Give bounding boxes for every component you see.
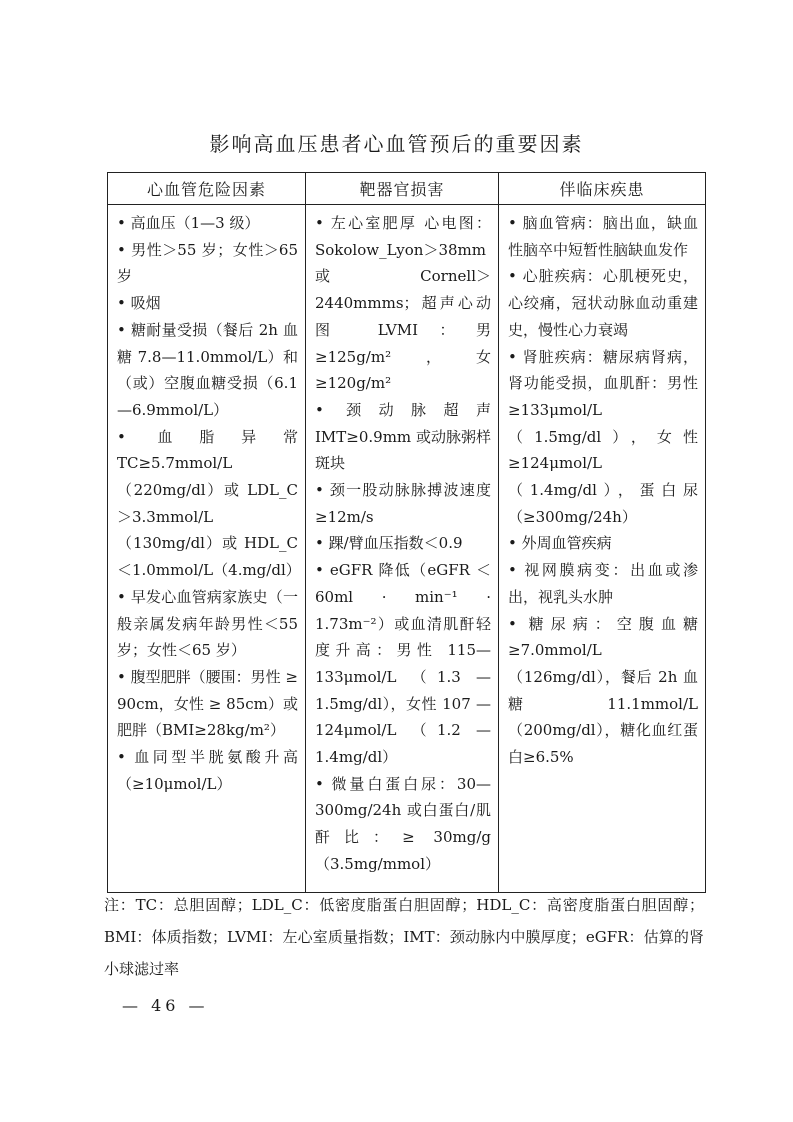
list-item: • 吸烟: [117, 294, 161, 313]
list-item: • 糖耐量受损（餐后 2h 血糖 7.8—11.0mmol/L）和（或）空腹血糖受损（6.1—6.9mmol/L）: [117, 320, 298, 419]
risk-factors-cell: [108, 205, 306, 893]
list-item: • eGFR 降低（eGFR ＜ 60ml · min⁻¹ · 1.73m⁻²）或血清肌酐轻度升高：男性 115—133μmol/L （1.3 — 1.5mg/dl），女性 107 — 124μmol/L （1.2 — 1.4mg/dl）: [315, 561, 491, 767]
header-risk-factors: 心血管危险因素: [108, 173, 306, 205]
list-item: • 颈一股动脉脉搏波速度≥12m/s: [315, 481, 491, 526]
page-number: — 46 —: [122, 996, 209, 1015]
list-item: • 踝/臂血压指数＜0.9: [315, 534, 463, 553]
list-item: • 肾脏疾病：糖尿病肾病，肾功能受损，血肌酐：男性≥133μmol/L（1.5mg/dl），女性≥124μmol/L （1.4mg/dl），蛋白尿（≥300mg/24h）: [508, 347, 698, 526]
list-item: • 高血压（1—3 级）: [117, 214, 260, 232]
list-item: • 早发心血管病家族史（一般亲属发病年龄男性＜55 岁；女性＜65 岁）: [117, 587, 298, 660]
list-item: • 血同型半胱氨酸升高（≥10μmol/L）: [117, 748, 298, 793]
list-item: • 血脂异常 TC≥5.7mmol/L（220mg/dl）或 LDL_C＞3.3mmol/L（130mg/dl）或 HDL_C＜1.0mmol/L（4.mg/dl）: [117, 427, 301, 580]
table-body-row: [108, 205, 706, 893]
list-item: • 脑血管病：脑出血，缺血性脑卒中短暂性脑缺血发作: [508, 214, 698, 259]
list-item: • 糖尿病：空腹血糖≥7.0mmol/L（126mg/dl），餐后 2h 血糖 11.1mmol/L（200mg/dl），糖化血红蛋白≥6.5%: [508, 614, 698, 767]
table-header-row: [108, 173, 706, 205]
header-clinical-conditions: 伴临床疾患: [499, 173, 706, 205]
table-title: 影响高血压患者心血管预后的重要因素: [209, 132, 584, 156]
list-item: • 颈动脉超声 IMT≥0.9mm 或动脉粥样斑块: [315, 400, 491, 473]
list-item: • 视网膜病变：出血或渗出，视乳头水肿: [508, 561, 698, 606]
target-organ-damage-cell: [306, 205, 499, 893]
table-footnote: 注：TC：总胆固醇；LDL_C：低密度脂蛋白胆固醇；HDL_C：高密度脂蛋白胆固醇；BMI：体质指数；LVMI：左心室质量指数；IMT：颈动脉内中膜厚度；eGFR：估算的肾小球滤过率: [104, 896, 704, 978]
header-target-organ-damage: 靶器官损害: [306, 173, 499, 205]
risk-factor-table: [107, 172, 706, 893]
list-item: • 男性＞55 岁；女性＞65 岁: [117, 240, 298, 286]
list-item: • 微量白蛋白尿：30—300mg/24h 或白蛋白/肌酐比：≥ 30mg/g（3.5mg/mmol）: [315, 774, 491, 873]
clinical-conditions-cell: [499, 205, 706, 893]
list-item: • 外周血管疾病: [508, 534, 612, 553]
list-item: • 左心室肥厚 心电图：Sokolow_Lyon＞38mm 或 Cornell＞2440mmms；超声心动图 LVMI：男≥125g/m²，女≥120g/m²: [315, 214, 491, 393]
list-item: • 腹型肥胖（腰围：男性 ≥ 90cm，女性 ≥ 85cm）或肥胖（BMI≥28kg/m²）: [117, 667, 298, 740]
list-item: • 心脏疾病：心肌梗死史，心绞痛，冠状动脉血动重建史，慢性心力衰竭: [508, 267, 698, 339]
